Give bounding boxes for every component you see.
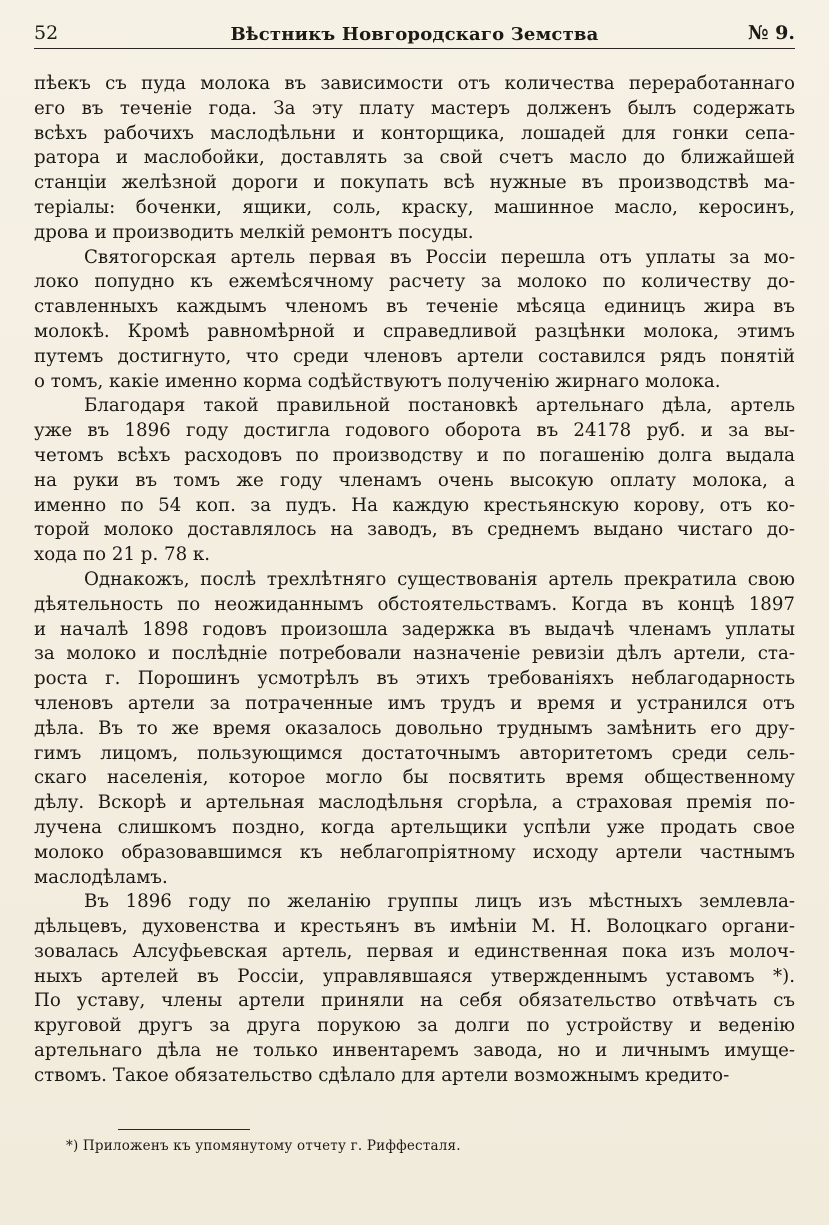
paragraph xyxy=(34,72,795,246)
text-line: По уставу, члены артели приняли на себя обязательство отвѣчать съ xyxy=(34,990,795,1012)
text-line: молоко образовавшимся къ неблагопріятному исходу артели частнымъ xyxy=(34,841,795,863)
text-line: Благодаря такой правильной постановкѣ артельнаго дѣла, артель xyxy=(84,395,795,417)
text-line: молокѣ. Кромѣ равномѣрной и справедливой разцѣнки молока, этимъ xyxy=(34,320,795,342)
text-line: Въ 1896 году по желанію группы лицъ изъ мѣстныхъ землевла- xyxy=(84,891,795,913)
text-line: артельнаго дѣла не только инвентаремъ завода, но и личнымъ имуще- xyxy=(34,1040,795,1062)
text-line: ставленныхъ каждымъ членомъ въ теченіе мѣсяца единицъ жира въ xyxy=(34,296,795,318)
text-line: путемъ достигнуто, что среди членовъ артели составился рядъ понятій xyxy=(34,345,795,367)
body-text xyxy=(34,72,795,1089)
text-line: ствомъ. Такое обязательство сдѣлало для артели возможнымъ кредито- xyxy=(34,1064,730,1086)
paragraph xyxy=(34,394,795,568)
text-line: ныхъ артелей въ Россіи, управлявшаяся утвержденнымъ уставомъ *). xyxy=(34,965,795,987)
text-line: скаго населенія, которое могло бы посвятить время общественному xyxy=(34,767,795,789)
text-line: уже въ 1896 году достигла годового оборота въ 24178 руб. и за вы- xyxy=(34,420,795,442)
text-line: и началѣ 1898 годовъ произошла задержка въ выдачѣ членамъ уплаты xyxy=(34,618,795,640)
text-line: ратора и маслобойки, доставлять за свой счетъ масло до ближайшей xyxy=(34,147,795,169)
text-line: его въ теченіе года. За эту плату мастеръ долженъ былъ содержать xyxy=(34,97,795,119)
footnote-divider xyxy=(118,1129,250,1130)
text-line: локо попудно къ ежемѣсячному расчету за молоко по количеству до- xyxy=(34,271,795,293)
page-header xyxy=(34,20,795,49)
text-line: дѣятельность по неожиданнымъ обстоятельствамъ. Когда въ концѣ 1897 xyxy=(34,593,795,615)
text-line: именно по 54 коп. за пудъ. На каждую крестьянскую корову, отъ ко- xyxy=(34,494,795,516)
text-line: Святогорская артель первая въ Россіи перешла отъ уплаты за мо- xyxy=(84,246,795,268)
paragraph xyxy=(34,890,795,1088)
text-line: дѣльцевъ, духовенства и крестьянъ въ имѣніи М. Н. Волоцкаго органи- xyxy=(34,916,795,938)
text-line: зовалась Алсуфьевская артель, первая и единственная пока изъ молоч- xyxy=(34,940,795,962)
text-line: лучена слишкомъ поздно, когда артельщики успѣли уже продать свое xyxy=(34,816,795,838)
text-line: гимъ лицомъ, пользующимся достаточнымъ авторитетомъ среди сель- xyxy=(34,742,795,764)
text-line: дрова и производить мелкій ремонтъ посуды. xyxy=(34,221,474,243)
text-line: Однакожъ, послѣ трехлѣтняго существованія артель прекратила свою xyxy=(84,568,795,590)
text-line: о томъ, какіе именно корма содѣйствуютъ полученію жирнаго молока. xyxy=(34,370,721,392)
text-line: на руки въ томъ же году членамъ очень высокую оплату молока, а xyxy=(34,469,795,491)
text-line: членовъ артели за потраченные имъ трудъ и время и устранился отъ xyxy=(34,692,795,714)
text-line: всѣхъ рабочихъ маслодѣльни и конторщика, лошадей для гонки сепа- xyxy=(34,122,795,144)
text-line: станціи желѣзной дороги и покупать всѣ нужные въ производствѣ ма- xyxy=(34,172,795,194)
text-line: дѣлу. Вскорѣ и артельная маслодѣльня сгорѣла, а страховая премія по- xyxy=(34,792,795,814)
text-line: пѣекъ съ пуда молока въ зависимости отъ количества переработаннаго xyxy=(34,73,795,94)
footnote: *) Приложенъ къ упомянутому отчету г. Риффесталя. xyxy=(66,1138,461,1154)
running-title: Вѣстникъ Новгородскаго Земства xyxy=(230,24,599,45)
text-line: теріалы: боченки, ящики, соль, краску, машинное масло, керосинъ, xyxy=(34,196,795,218)
text-line: дѣла. Въ то же время оказалось довольно труднымъ замѣнить его дру- xyxy=(34,717,795,739)
page-number: 52 xyxy=(34,22,59,44)
issue-number: № 9. xyxy=(747,22,795,44)
text-line: хода по 21 р. 78 к. xyxy=(34,544,211,566)
paragraph xyxy=(34,246,795,395)
text-line: роста г. Порошинъ усмотрѣлъ въ этихъ требованіяхъ неблагодарность xyxy=(34,668,795,690)
paragraph xyxy=(34,568,795,890)
text-line: четомъ всѣхъ расходовъ по производству и по погашенію долга выдала xyxy=(34,444,795,466)
text-line: круговой другъ за друга порукою за долги по устройству и веденію xyxy=(34,1015,795,1037)
text-line: торой молоко доставлялось на заводъ, въ среднемъ выдано чистаго до- xyxy=(34,519,795,541)
text-line: за молоко и послѣдніе потребовали назначеніе ревизіи дѣлъ артели, ста- xyxy=(34,643,795,665)
text-line: маслодѣламъ. xyxy=(34,866,168,888)
